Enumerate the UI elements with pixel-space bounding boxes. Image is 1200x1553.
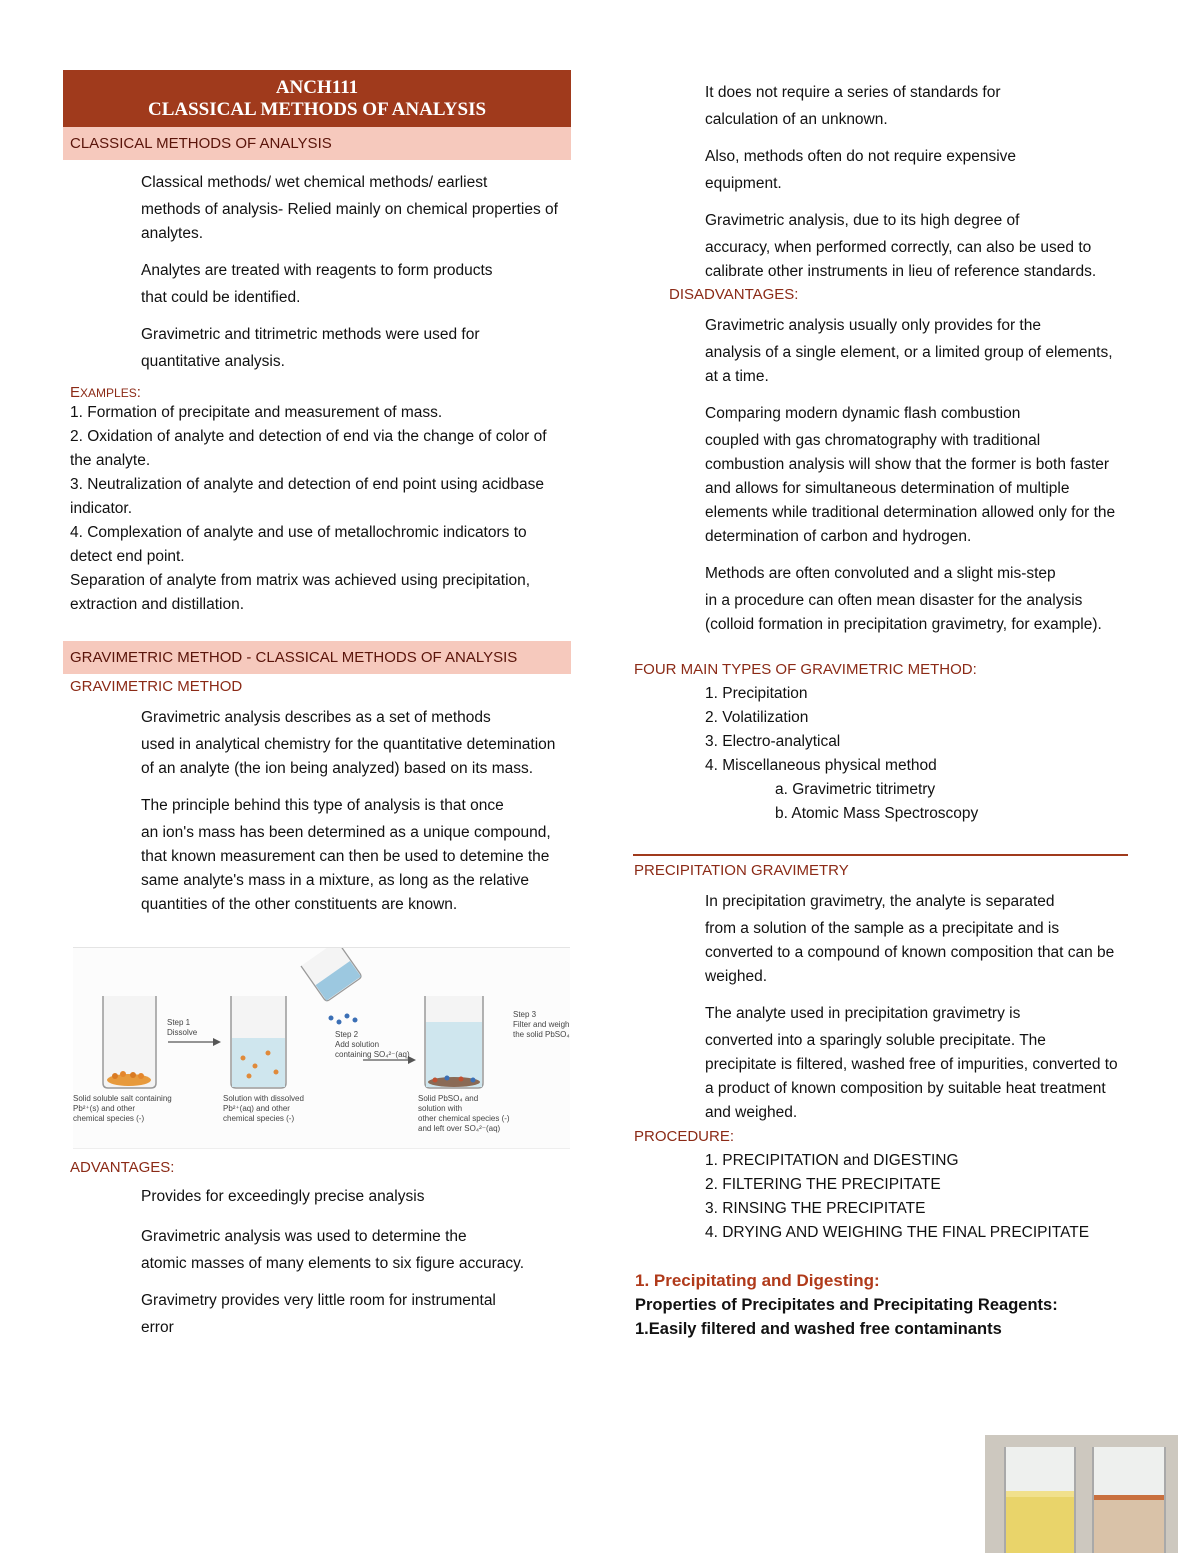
list-item: b. Atomic Mass Spectroscopy (775, 805, 979, 822)
step3-label: Step 3 Filter and weigh the solid PbSO₄ (513, 1010, 570, 1039)
beakers-photo-drawing (985, 1435, 1178, 1553)
precipitating-digesting-heading: 1. Precipitating and Digesting: (635, 1271, 880, 1290)
list-item: Gravimetry provides very little room for instrumental error (141, 1292, 496, 1336)
list-item: The principle behind this type of analysis is that once an ion's mass has been determined as a unique compound, that known measurement can then be used to detemine the same analyte's mass in a mixture, as long as the relative quantities of the other constituents are known. (141, 797, 551, 913)
step2-label: Step 2 Add solution containing SO₄²⁻(aq) (335, 1030, 410, 1059)
list-item: Also, methods often do not require expensive equipment. (705, 148, 1017, 192)
procedure-heading: PROCEDURE: (634, 1128, 735, 1145)
list-item: 2. Volatilization (705, 709, 809, 726)
section-band-classical: CLASSICAL METHODS OF ANALYSIS (63, 127, 571, 160)
classical-bullets (63, 168, 571, 374)
advantages-bullets-left (63, 1182, 571, 1340)
example-3: 3. Neutralization of analyte and detection of end point using acidbase indicator. (70, 476, 544, 517)
list-item: Classical methods/ wet chemical methods/ earliest methods of analysis- Relied mainly on chemical properties of analytes. (141, 174, 558, 242)
left-column (63, 70, 571, 1350)
beakers-photo (985, 1435, 1178, 1553)
list-item: Provides for exceedingly precise analysis (141, 1188, 425, 1205)
example-2: 2. Oxidation of analyte and detection of end via the change of color of the analyte. (70, 428, 547, 469)
list-item: 3. RINSING THE PRECIPITATE (705, 1200, 926, 1217)
step1-label: Step 1 Dissolve (167, 1018, 198, 1037)
list-item: Gravimetric analysis was used to determine the atomic masses of many elements to six figure accuracy. (141, 1228, 525, 1272)
disadvantages-heading: DISADVANTAGES: (669, 286, 799, 303)
gravimetric-steps-figure (73, 947, 570, 1149)
list-item: 2. FILTERING THE PRECIPITATE (705, 1176, 941, 1193)
gravimetric-method-heading: GRAVIMETRIC METHOD (70, 678, 243, 695)
list-item: It does not require a series of standards for calculation of an unknown. (705, 84, 1001, 128)
four-types-list (633, 682, 1128, 826)
four-types-heading: FOUR MAIN TYPES OF GRAVIMETRIC METHOD: (634, 661, 977, 678)
disadvantages-bullets (633, 311, 1128, 637)
example-1: 1. Formation of precipitate and measurement of mass. (70, 404, 443, 421)
advantages-heading: ADVANTAGES: (70, 1159, 175, 1176)
precipitation-gravimetry-heading: PRECIPITATION GRAVIMETRY (634, 862, 849, 879)
examples-heading: EXAMPLES: (70, 384, 141, 401)
section-divider (633, 854, 1128, 856)
list-item: 1. Precipitation (705, 685, 808, 702)
example-4: 4. Complexation of analyte and use of metallochromic indicators to detect end point. (70, 524, 527, 565)
list-item: Gravimetric analysis usually only provides for the analysis of a single element, or a limited group of elements, at a time. (705, 317, 1113, 385)
caption-1: Solid soluble salt containing Pb²⁺(s) and other chemical species (-) (73, 1094, 172, 1123)
list-item: Gravimetric analysis, due to its high degree of accuracy, when performed correctly, can also be used to calibrate other instruments in lieu of reference standards. (705, 212, 1097, 280)
list-item: a. Gravimetric titrimetry (775, 781, 936, 798)
list-item: Comparing modern dynamic flash combustion coupled with gas chromatography with traditional combustion analysis will show that the former is both faster and allows for simultaneous determination of multiple elements while traditional determination allowed only for the determination of carbon and hydrogen. (705, 405, 1116, 545)
advantages-bullets-right (633, 78, 1128, 284)
list-item: 4. Miscellaneous physical method (705, 757, 937, 774)
list-item: In precipitation gravimetry, the analyte is separated from a solution of the sample as a precipitate and is converted to a compound of known composition that can be weighed. (705, 893, 1115, 985)
course-code: ANCH111 (275, 77, 359, 98)
precipitation-bullets (633, 887, 1128, 1125)
list-item: Gravimetric analysis describes as a set of methods used in analytical chemistry for the quantitative detemination of an analyte (the ion being analyzed) based on its mass. (141, 709, 556, 777)
procedure-list (633, 1149, 1128, 1245)
list-item: The analyte used in precipitation gravimetry is converted into a sparingly soluble precipitate. The precipitate is filtered, washed free of impurities, converted to a product of known composition by suitable heat treatment and weighed. (705, 1005, 1118, 1121)
properties-line: Properties of Precipitates and Precipitating Reagents: (635, 1296, 1058, 1314)
course-title: CLASSICAL METHODS OF ANALYSIS (147, 99, 487, 120)
list-item: Methods are often convoluted and a slight mis-step in a procedure can often mean disaster for the analysis (colloid formation in precipitation gravimetry, for example). (705, 565, 1102, 633)
easily-filtered-line: 1.Easily filtered and washed free contaminants (635, 1320, 1002, 1338)
separation-note: Separation of analyte from matrix was achieved using precipitation, extraction and distillation. (70, 572, 531, 613)
document-title (63, 70, 571, 127)
list-item: Analytes are treated with reagents to form products that could be identified. (141, 262, 493, 306)
list-item: Gravimetric and titrimetric methods were used for quantitative analysis. (141, 326, 480, 370)
list-item: 1. PRECIPITATION and DIGESTING (705, 1152, 959, 1169)
caption-2: Solution with dissolved Pb²⁺(aq) and other chemical species (-) (223, 1094, 304, 1123)
section-band-gravimetric: GRAVIMETRIC METHOD - CLASSICAL METHODS OF ANALYSIS (63, 641, 571, 674)
list-item: 4. DRYING AND WEIGHING THE FINAL PRECIPITATE (705, 1224, 1090, 1241)
caption-3: Solid PbSO₄ and solution with other chemical species (-) and left over SO₄²⁻(aq) (418, 1094, 510, 1133)
list-item: 3. Electro-analytical (705, 733, 841, 750)
gravimetric-bullets (63, 703, 571, 917)
right-column (633, 78, 1128, 1341)
